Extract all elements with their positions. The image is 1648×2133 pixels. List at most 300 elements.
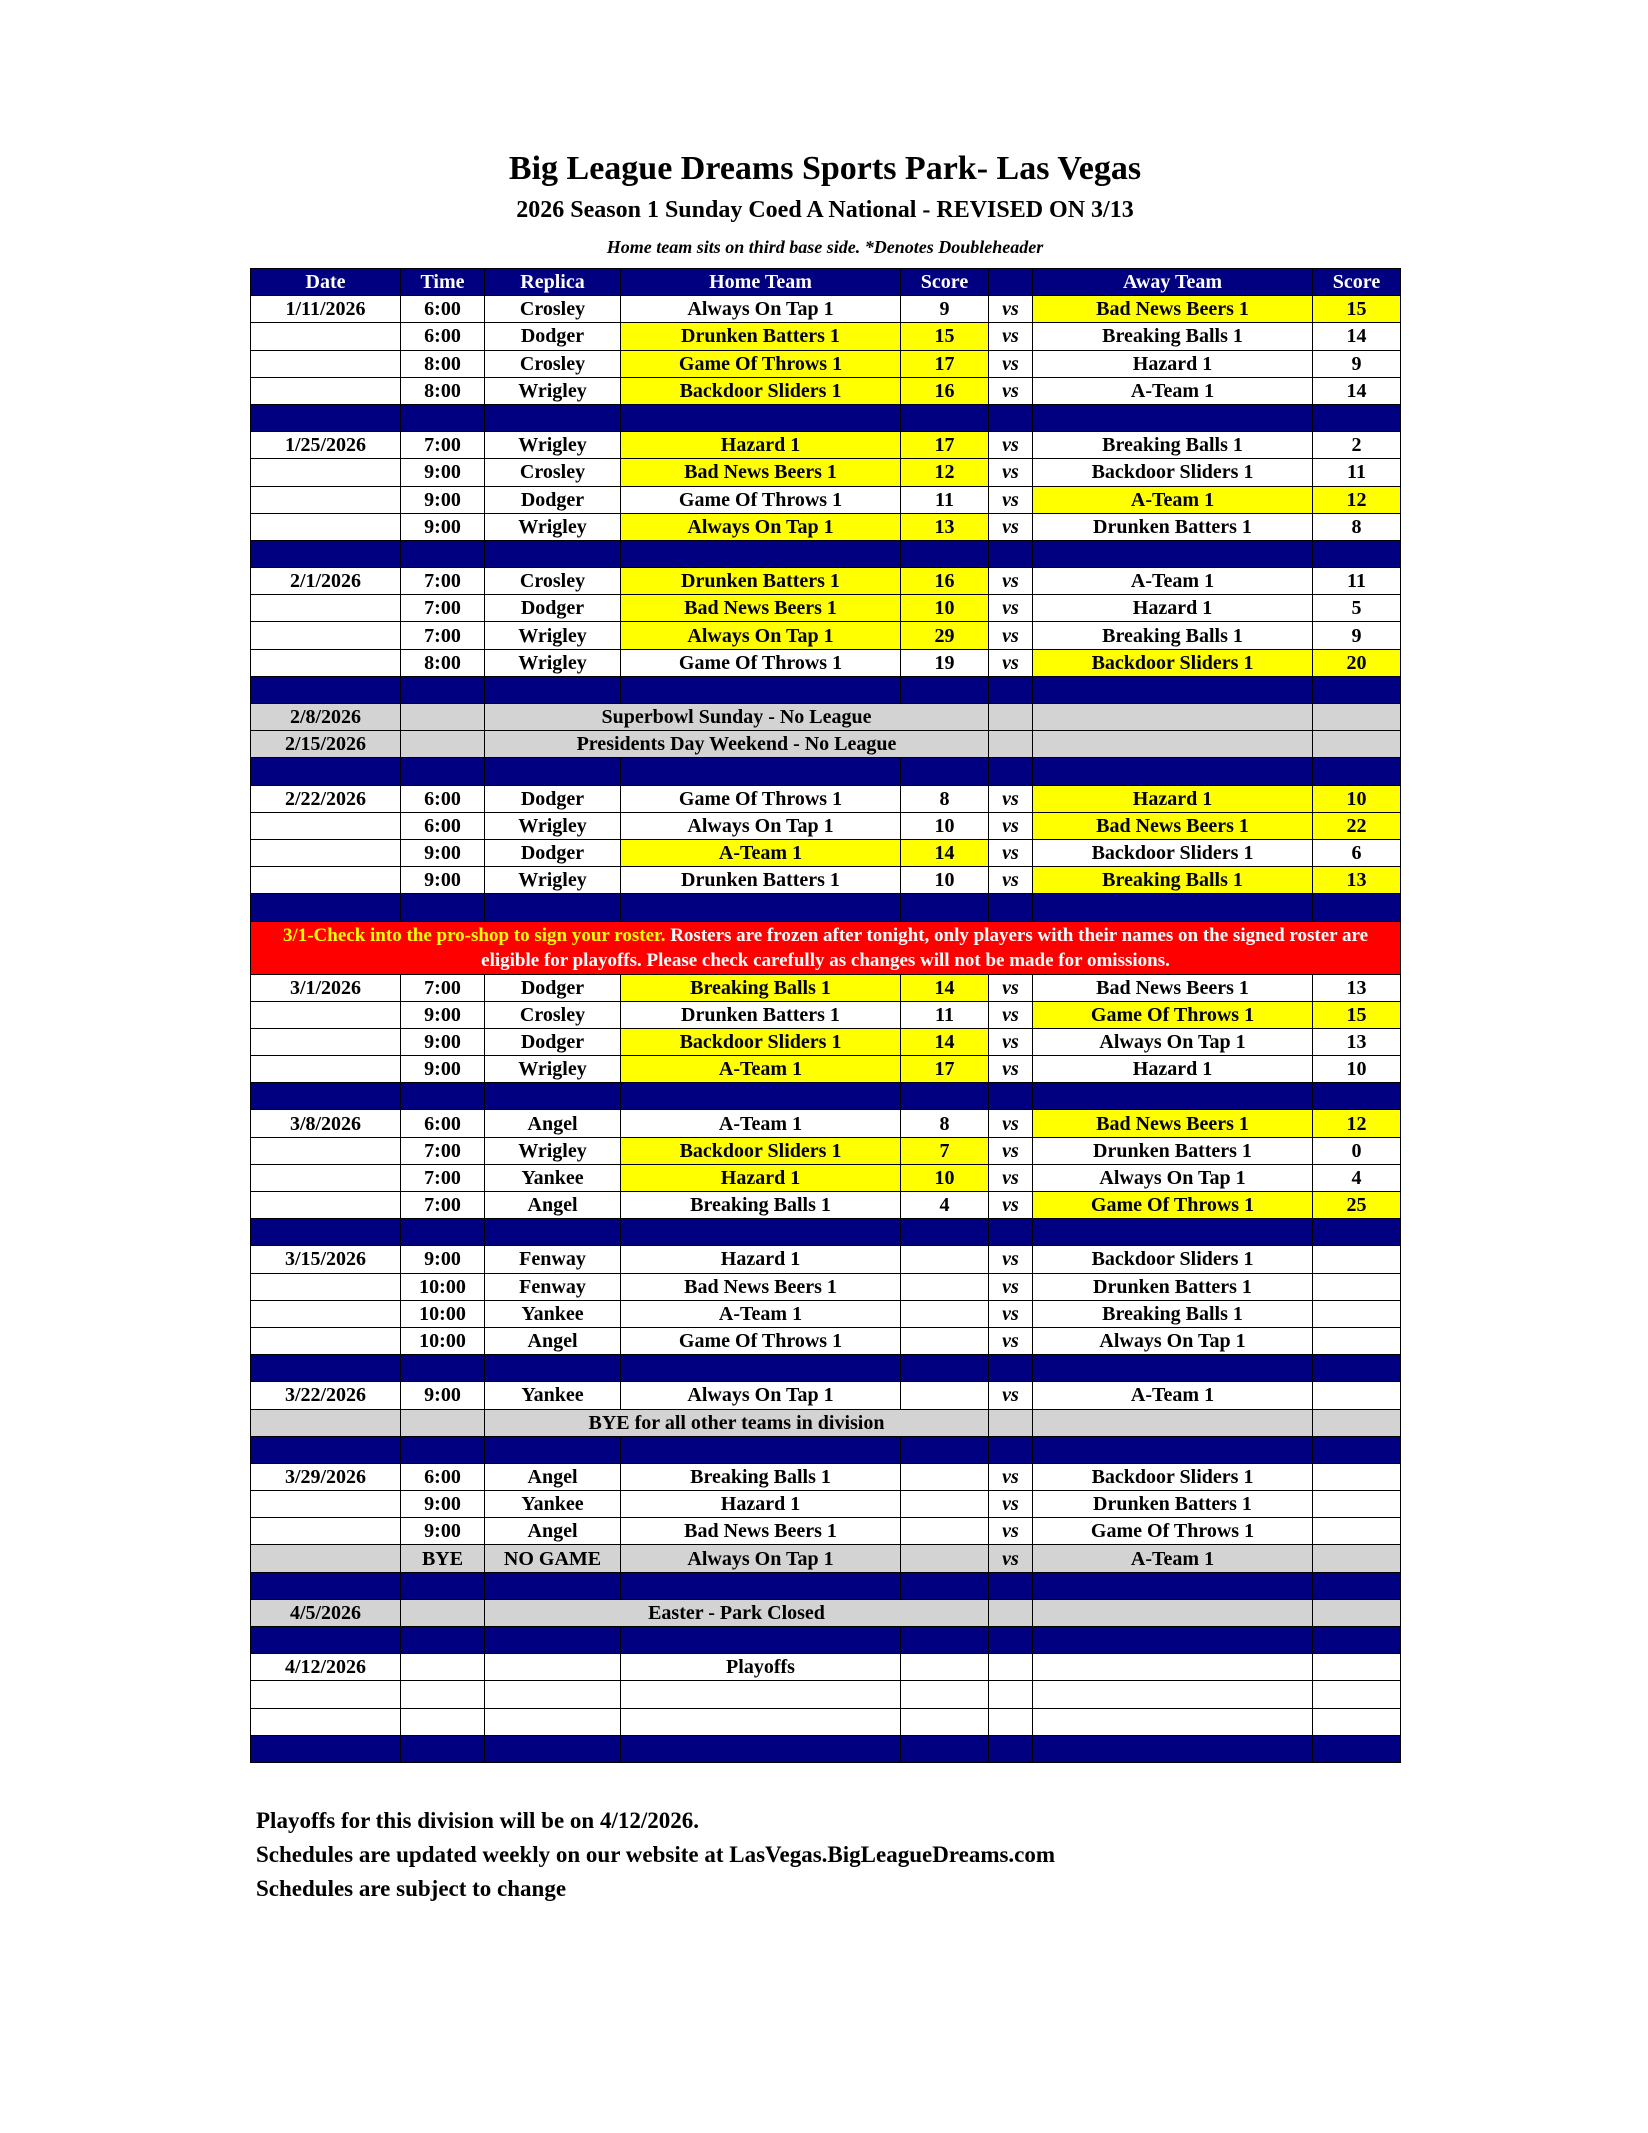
away-team-cell: Drunken Batters 1 [1033, 1491, 1313, 1518]
home-team-cell: Always On Tap 1 [621, 812, 901, 839]
week-separator-row [251, 540, 1401, 567]
date-cell [251, 1001, 401, 1028]
away-score-cell: 15 [1313, 1001, 1401, 1028]
home-score-cell [901, 1246, 989, 1273]
replica-field-cell: Crosley [485, 568, 621, 595]
vs-label: vs [989, 1028, 1033, 1055]
roster-notice-row [251, 921, 1401, 974]
vs-label: vs [989, 1382, 1033, 1409]
replica-field-cell: Yankee [485, 1300, 621, 1327]
vs-label: vs [989, 867, 1033, 894]
replica-field-cell: Wrigley [485, 649, 621, 676]
separator-cell [989, 1627, 1033, 1654]
date-cell [251, 1273, 401, 1300]
separator-cell [1033, 758, 1313, 785]
vs-label: vs [989, 1463, 1033, 1490]
vs-label: vs [989, 432, 1033, 459]
away-score-cell: 0 [1313, 1137, 1401, 1164]
separator-cell [401, 1627, 485, 1654]
empty-cell [1033, 1708, 1313, 1735]
header-vs-spacer [989, 269, 1033, 296]
separator-cell [251, 1572, 401, 1599]
away-team-cell: Hazard 1 [1033, 595, 1313, 622]
away-score-cell [1313, 1300, 1401, 1327]
vs-label: vs [989, 1545, 1033, 1572]
separator-cell [989, 540, 1033, 567]
home-team-cell: Always On Tap 1 [621, 1382, 901, 1409]
away-team-cell [1033, 704, 1313, 731]
vs-label: vs [989, 568, 1033, 595]
separator-cell [251, 1083, 401, 1110]
vs-spacer-cell [989, 1409, 1033, 1436]
separator-cell [989, 1572, 1033, 1599]
replica-field-cell: Angel [485, 1518, 621, 1545]
date-cell [251, 1164, 401, 1191]
away-score-cell: 20 [1313, 649, 1401, 676]
game-row [251, 1137, 1401, 1164]
away-team-cell: Drunken Batters 1 [1033, 1137, 1313, 1164]
away-score-cell: 9 [1313, 622, 1401, 649]
home-score-cell [901, 1382, 989, 1409]
date-cell [251, 1056, 401, 1083]
game-row [251, 459, 1401, 486]
separator-cell [989, 404, 1033, 431]
game-row [251, 839, 1401, 866]
date-cell [251, 839, 401, 866]
away-team-cell: Bad News Beers 1 [1033, 296, 1313, 323]
separator-cell [1313, 1083, 1401, 1110]
header-date: Date [251, 269, 401, 296]
separator-cell [901, 676, 989, 703]
replica-field-cell: Wrigley [485, 1137, 621, 1164]
away-score-cell [1313, 1654, 1401, 1681]
replica-field-cell: Angel [485, 1192, 621, 1219]
separator-cell [485, 1572, 621, 1599]
page-subtitle: 2026 Season 1 Sunday Coed A National - REVISED ON 3/13 [516, 197, 1134, 223]
header-home-score: Score [901, 269, 989, 296]
playoffs-label: Playoffs [621, 1654, 901, 1681]
vs-label: vs [989, 1491, 1033, 1518]
vs-spacer-cell [989, 731, 1033, 758]
separator-cell [1313, 894, 1401, 921]
empty-cell [901, 1681, 989, 1708]
home-team-cell: Always On Tap 1 [621, 622, 901, 649]
replica-field-cell: Dodger [485, 785, 621, 812]
date-cell: 2/22/2026 [251, 785, 401, 812]
week-separator-row [251, 1355, 1401, 1382]
away-score-cell: 14 [1313, 377, 1401, 404]
schedule-table [250, 268, 1401, 1763]
replica-field-cell: Dodger [485, 595, 621, 622]
separator-cell [1313, 1735, 1401, 1762]
home-team-cell: Backdoor Sliders 1 [621, 1137, 901, 1164]
separator-cell [901, 1627, 989, 1654]
date-cell [251, 649, 401, 676]
vs-label: vs [989, 812, 1033, 839]
message-row [251, 731, 1401, 758]
time-cell: 9:00 [401, 1056, 485, 1083]
replica-field-cell: Yankee [485, 1491, 621, 1518]
game-row [251, 1110, 1401, 1137]
game-row [251, 486, 1401, 513]
separator-cell [621, 1436, 901, 1463]
separator-cell [901, 1735, 989, 1762]
separator-cell [1313, 1627, 1401, 1654]
date-cell: 1/11/2026 [251, 296, 401, 323]
week-separator-row [251, 676, 1401, 703]
separator-cell [621, 1627, 901, 1654]
away-team-cell: Bad News Beers 1 [1033, 974, 1313, 1001]
separator-cell [621, 1355, 901, 1382]
separator-cell [401, 1735, 485, 1762]
time-cell: 8:00 [401, 377, 485, 404]
home-team-cell: Always On Tap 1 [621, 296, 901, 323]
time-cell: 7:00 [401, 622, 485, 649]
home-score-cell: 14 [901, 1028, 989, 1055]
away-score-cell: 15 [1313, 296, 1401, 323]
away-team-cell: Hazard 1 [1033, 350, 1313, 377]
time-cell: 6:00 [401, 296, 485, 323]
home-team-cell: Game Of Throws 1 [621, 1327, 901, 1354]
away-score-cell: 10 [1313, 785, 1401, 812]
away-team-cell [1033, 1599, 1313, 1626]
away-team-cell: Breaking Balls 1 [1033, 1300, 1313, 1327]
separator-cell [1313, 758, 1401, 785]
home-team-cell: Breaking Balls 1 [621, 1463, 901, 1490]
home-team-cell: Drunken Batters 1 [621, 1001, 901, 1028]
away-team-cell: Always On Tap 1 [1033, 1327, 1313, 1354]
vs-spacer-cell [989, 1599, 1033, 1626]
game-row [251, 812, 1401, 839]
separator-cell [901, 404, 989, 431]
date-cell [251, 1518, 401, 1545]
footer-website-note: Schedules are updated weekly on our website at LasVegas.BigLeagueDreams.com [256, 1842, 1056, 1867]
home-team-cell: A-Team 1 [621, 1300, 901, 1327]
separator-cell [485, 1219, 621, 1246]
vs-label: vs [989, 1246, 1033, 1273]
date-cell [251, 350, 401, 377]
separator-cell [401, 758, 485, 785]
separator-cell [621, 1572, 901, 1599]
separator-cell [989, 1355, 1033, 1382]
header-replica: Replica [485, 269, 621, 296]
home-team-cell: Backdoor Sliders 1 [621, 1028, 901, 1055]
home-score-cell: 10 [901, 595, 989, 622]
away-team-cell: Breaking Balls 1 [1033, 867, 1313, 894]
away-team-cell: Breaking Balls 1 [1033, 432, 1313, 459]
separator-cell [485, 540, 621, 567]
date-cell [251, 1327, 401, 1354]
away-team-cell: Always On Tap 1 [1033, 1164, 1313, 1191]
separator-cell [901, 1436, 989, 1463]
away-score-cell [1313, 1463, 1401, 1490]
away-team-cell: A-Team 1 [1033, 377, 1313, 404]
separator-cell [1033, 1355, 1313, 1382]
home-score-cell: 11 [901, 486, 989, 513]
date-cell [251, 595, 401, 622]
separator-cell [401, 1572, 485, 1599]
replica-field-cell: Dodger [485, 839, 621, 866]
game-row [251, 1028, 1401, 1055]
away-score-cell: 22 [1313, 812, 1401, 839]
empty-cell [251, 1708, 401, 1735]
header-away-team: Away Team [1033, 269, 1313, 296]
game-row [251, 1246, 1401, 1273]
game-row [251, 1056, 1401, 1083]
playoffs-row [251, 1654, 1401, 1681]
game-row [251, 1001, 1401, 1028]
vs-label: vs [989, 974, 1033, 1001]
separator-cell [251, 540, 401, 567]
home-team-cell: Game Of Throws 1 [621, 350, 901, 377]
time-cell [401, 1409, 485, 1436]
time-cell: 6:00 [401, 1463, 485, 1490]
week-separator-row [251, 1735, 1401, 1762]
replica-field-cell: Dodger [485, 974, 621, 1001]
home-score-cell: 9 [901, 296, 989, 323]
replica-field-cell: Wrigley [485, 377, 621, 404]
separator-cell [989, 1436, 1033, 1463]
separator-cell [901, 894, 989, 921]
message-row [251, 1409, 1401, 1436]
separator-cell [1313, 404, 1401, 431]
time-cell: 10:00 [401, 1273, 485, 1300]
schedule-note: Home team sits on third base side. *Denotes Doubleheader [606, 237, 1044, 257]
home-team-cell: Hazard 1 [621, 1246, 901, 1273]
vs-label: vs [989, 622, 1033, 649]
away-score-cell [1313, 704, 1401, 731]
home-team-cell: Game Of Throws 1 [621, 486, 901, 513]
empty-cell [989, 1681, 1033, 1708]
date-cell: 3/8/2026 [251, 1110, 401, 1137]
separator-cell [621, 676, 901, 703]
game-row [251, 1327, 1401, 1354]
away-team-cell: Game Of Throws 1 [1033, 1001, 1313, 1028]
away-score-cell [1313, 1491, 1401, 1518]
separator-cell [1033, 1436, 1313, 1463]
separator-cell [621, 894, 901, 921]
separator-cell [251, 404, 401, 431]
away-team-cell: Game Of Throws 1 [1033, 1518, 1313, 1545]
separator-cell [1033, 1083, 1313, 1110]
date-cell: 2/1/2026 [251, 568, 401, 595]
game-row [251, 622, 1401, 649]
vs-label: vs [989, 1327, 1033, 1354]
time-cell: 9:00 [401, 1382, 485, 1409]
game-row [251, 1491, 1401, 1518]
home-team-cell: Bad News Beers 1 [621, 1273, 901, 1300]
separator-cell [989, 894, 1033, 921]
replica-field-cell: Yankee [485, 1382, 621, 1409]
separator-cell [485, 758, 621, 785]
vs-label: vs [989, 486, 1033, 513]
roster-notice [251, 921, 1401, 974]
separator-cell [1033, 404, 1313, 431]
separator-cell [1313, 676, 1401, 703]
home-score-cell: 29 [901, 622, 989, 649]
game-row [251, 1192, 1401, 1219]
game-row [251, 296, 1401, 323]
time-cell [401, 1654, 485, 1681]
replica-field-cell: Wrigley [485, 867, 621, 894]
date-cell [251, 459, 401, 486]
time-cell: 9:00 [401, 1491, 485, 1518]
time-cell: 7:00 [401, 432, 485, 459]
home-score-cell [901, 1300, 989, 1327]
separator-cell [1033, 676, 1313, 703]
home-score-cell: 12 [901, 459, 989, 486]
separator-cell [251, 758, 401, 785]
week-separator-row [251, 894, 1401, 921]
header-row [251, 269, 1401, 296]
replica-field-cell: Crosley [485, 350, 621, 377]
vs-label: vs [989, 1001, 1033, 1028]
home-score-cell: 14 [901, 974, 989, 1001]
separator-cell [1313, 540, 1401, 567]
home-score-cell: 15 [901, 323, 989, 350]
separator-cell [251, 1219, 401, 1246]
away-team-cell: Hazard 1 [1033, 1056, 1313, 1083]
replica-field-cell: Dodger [485, 1028, 621, 1055]
time-cell: 10:00 [401, 1327, 485, 1354]
time-cell: 9:00 [401, 513, 485, 540]
separator-cell [251, 1355, 401, 1382]
date-cell [251, 1300, 401, 1327]
date-cell: 1/25/2026 [251, 432, 401, 459]
date-cell: 2/15/2026 [251, 731, 401, 758]
week-separator-row [251, 404, 1401, 431]
replica-field-cell: Fenway [485, 1273, 621, 1300]
away-team-cell: Breaking Balls 1 [1033, 323, 1313, 350]
vs-label: vs [989, 459, 1033, 486]
away-score-cell [1313, 1409, 1401, 1436]
home-score-cell: 14 [901, 839, 989, 866]
roster-notice-text: Rosters are frozen after tonight, only players with their names on the signed roster are eligible for playoffs. Please check carefully as changes will not be made for omissions. [481, 924, 1369, 971]
separator-cell [901, 1083, 989, 1110]
date-cell: 4/12/2026 [251, 1654, 401, 1681]
away-score-cell: 12 [1313, 1110, 1401, 1137]
date-cell: 2/8/2026 [251, 704, 401, 731]
separator-cell [989, 1219, 1033, 1246]
home-score-cell [901, 1518, 989, 1545]
game-row [251, 649, 1401, 676]
vs-label: vs [989, 1137, 1033, 1164]
time-cell: 7:00 [401, 1192, 485, 1219]
date-cell: 3/29/2026 [251, 1463, 401, 1490]
away-team-cell [1033, 1409, 1313, 1436]
empty-cell [485, 1681, 621, 1708]
replica-field-cell [485, 1654, 621, 1681]
away-score-cell: 11 [1313, 568, 1401, 595]
replica-field-cell: Wrigley [485, 432, 621, 459]
replica-field-cell: Wrigley [485, 622, 621, 649]
footer-change-note: Schedules are subject to change [256, 1876, 567, 1901]
away-team-cell: A-Team 1 [1033, 1382, 1313, 1409]
home-team-cell: A-Team 1 [621, 1056, 901, 1083]
separator-cell [401, 1083, 485, 1110]
away-score-cell [1313, 1273, 1401, 1300]
home-team-cell: Game Of Throws 1 [621, 649, 901, 676]
home-team-cell: Hazard 1 [621, 1491, 901, 1518]
away-score-cell [1313, 1246, 1401, 1273]
game-row [251, 1518, 1401, 1545]
replica-field-cell: Dodger [485, 486, 621, 513]
vs-label: vs [989, 1164, 1033, 1191]
time-cell: 7:00 [401, 568, 485, 595]
message-row [251, 1599, 1401, 1626]
separator-cell [989, 1083, 1033, 1110]
home-score-cell: 17 [901, 350, 989, 377]
separator-cell [251, 1436, 401, 1463]
date-cell [251, 323, 401, 350]
vs-label: vs [989, 1056, 1033, 1083]
replica-field-cell: Yankee [485, 1164, 621, 1191]
game-row [251, 568, 1401, 595]
separator-cell [401, 894, 485, 921]
separator-cell [485, 894, 621, 921]
footer-playoffs-note: Playoffs for this division will be on 4/12/2026. [256, 1808, 700, 1833]
header-home-team: Home Team [621, 269, 901, 296]
empty-cell [401, 1681, 485, 1708]
time-cell: 9:00 [401, 1028, 485, 1055]
separator-cell [989, 1735, 1033, 1762]
separator-cell [485, 676, 621, 703]
separator-cell [621, 758, 901, 785]
away-team-cell: A-Team 1 [1033, 1545, 1313, 1572]
blank-row [251, 1708, 1401, 1735]
away-score-cell: 9 [1313, 350, 1401, 377]
game-row [251, 867, 1401, 894]
home-score-cell [901, 1463, 989, 1490]
separator-cell [251, 1735, 401, 1762]
time-cell: 7:00 [401, 595, 485, 622]
home-team-cell: Drunken Batters 1 [621, 867, 901, 894]
separator-cell [251, 894, 401, 921]
message-row [251, 704, 1401, 731]
week-separator-row [251, 1436, 1401, 1463]
separator-cell [401, 1219, 485, 1246]
separator-cell [989, 758, 1033, 785]
away-team-cell [1033, 731, 1313, 758]
time-cell: 6:00 [401, 323, 485, 350]
home-score-cell: 8 [901, 1110, 989, 1137]
time-cell [401, 704, 485, 731]
vs-label: vs [989, 350, 1033, 377]
time-cell: 9:00 [401, 1001, 485, 1028]
separator-cell [485, 1735, 621, 1762]
time-cell: 6:00 [401, 812, 485, 839]
home-team-cell: Always On Tap 1 [621, 513, 901, 540]
empty-cell [485, 1708, 621, 1735]
home-team-cell: Always On Tap 1 [621, 1545, 901, 1572]
away-team-cell: Backdoor Sliders 1 [1033, 459, 1313, 486]
empty-cell [621, 1681, 901, 1708]
separator-cell [1313, 1436, 1401, 1463]
message-text: Presidents Day Weekend - No League [485, 731, 989, 758]
home-score-cell: 16 [901, 568, 989, 595]
away-score-cell [1313, 1545, 1401, 1572]
separator-cell [401, 1436, 485, 1463]
date-cell [251, 486, 401, 513]
empty-cell [989, 1708, 1033, 1735]
away-score-cell: 25 [1313, 1192, 1401, 1219]
home-score-cell: 17 [901, 432, 989, 459]
away-score-cell: 4 [1313, 1164, 1401, 1191]
date-cell [251, 812, 401, 839]
week-separator-row [251, 1083, 1401, 1110]
separator-cell [621, 1735, 901, 1762]
replica-field-cell: Angel [485, 1110, 621, 1137]
